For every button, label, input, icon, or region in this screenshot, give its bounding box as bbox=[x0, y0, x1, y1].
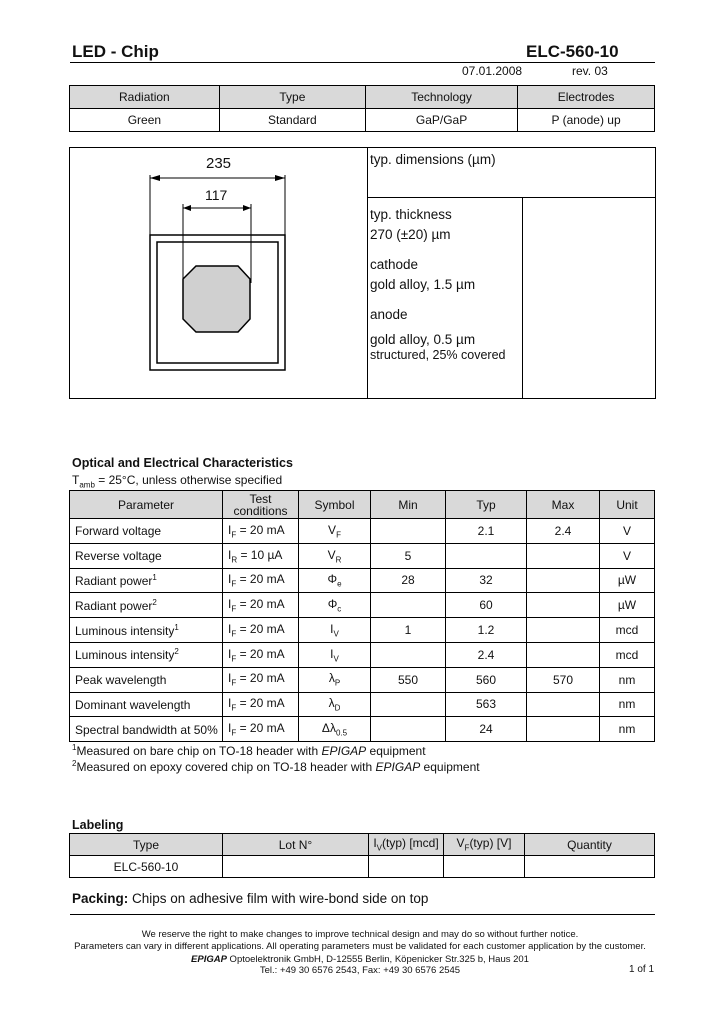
min-cell bbox=[371, 692, 446, 717]
chip-drawing bbox=[70, 148, 367, 398]
summary-header: Technology bbox=[366, 86, 518, 109]
summary-value: Green bbox=[70, 109, 220, 132]
min-cell bbox=[371, 593, 446, 618]
dim-outer-label: 235 bbox=[206, 155, 232, 172]
condition-cell: $I_F = 20$ mA bbox=[223, 618, 299, 643]
typ-cell: 32 bbox=[446, 568, 527, 593]
labeling-header: Type bbox=[70, 834, 223, 856]
max-cell bbox=[527, 593, 600, 618]
optical-header: Parameter bbox=[70, 491, 223, 519]
condition-cell: $I_F = 20$ mA bbox=[223, 642, 299, 667]
unit-cell: V bbox=[600, 519, 655, 544]
param-cell: Reverse voltage bbox=[70, 543, 223, 568]
min-cell: 28 bbox=[371, 568, 446, 593]
summary-header: Radiation bbox=[70, 86, 220, 109]
param-cell: Radiant power$^1$ bbox=[70, 568, 223, 593]
condition-cell: $I_F = 20$ mA bbox=[223, 593, 299, 618]
thickness-value: 270 (±20) µm bbox=[370, 227, 451, 242]
labeling-title: Labeling bbox=[72, 818, 124, 832]
cathode-label: cathode bbox=[370, 257, 419, 272]
unit-cell: nm bbox=[600, 717, 655, 742]
max-cell bbox=[527, 618, 600, 643]
param-cell: Peak wavelength bbox=[70, 667, 223, 692]
labeling-header: Lot N° bbox=[223, 834, 369, 856]
page-number: 1 of 1 bbox=[629, 964, 655, 975]
typ-cell: 560 bbox=[446, 667, 527, 692]
optical-row bbox=[70, 519, 655, 544]
footer-line-1: We reserve the right to make changes to improve technical design and may do so without further notice. bbox=[141, 929, 579, 940]
footnote-1: $^1$Measured on bare chip on TO-18 header with EPIGAP equipment bbox=[72, 743, 426, 758]
max-cell bbox=[527, 692, 600, 717]
max-cell bbox=[527, 543, 600, 568]
max-cell bbox=[527, 642, 600, 667]
max-cell bbox=[527, 568, 600, 593]
optical-header: Unit bbox=[600, 491, 655, 519]
optical-title: Optical and Electrical Characteristics bbox=[72, 456, 293, 470]
min-cell bbox=[371, 642, 446, 667]
packing: Packing: Chips on adhesive film with wire-bond side on top bbox=[72, 891, 429, 906]
symbol-cell: $V_F$ bbox=[299, 519, 371, 544]
labeling-iv[interactable] bbox=[369, 856, 444, 878]
summary-header: Type bbox=[219, 86, 365, 109]
param-cell: Luminous intensity$^1$ bbox=[70, 618, 223, 643]
unit-cell: µW bbox=[600, 593, 655, 618]
optical-row bbox=[70, 618, 655, 643]
optical-row bbox=[70, 568, 655, 593]
symbol-cell: $\lambda_D$ bbox=[299, 692, 371, 717]
labeling-header-iv: $I_V(typ)$ [mcd] bbox=[369, 834, 444, 856]
optical-header: Symbol bbox=[299, 491, 371, 519]
footer-line-4: Tel.: +49 30 6576 2543, Fax: +49 30 6576 2545 bbox=[259, 965, 461, 976]
labeling-header: Quantity bbox=[525, 834, 655, 856]
footer-rule bbox=[70, 914, 655, 915]
param-cell: Radiant power$^2$ bbox=[70, 593, 223, 618]
anode-label: anode bbox=[370, 307, 408, 322]
anode-pad bbox=[183, 266, 250, 332]
optical-row bbox=[70, 692, 655, 717]
typ-cell: 2.4 bbox=[446, 642, 527, 667]
min-cell: 1 bbox=[371, 618, 446, 643]
min-cell: 5 bbox=[371, 543, 446, 568]
optical-condition: $T_{amb} = 25^\circ C$, unless otherwise specified bbox=[72, 473, 283, 490]
optical-header: Typ bbox=[446, 491, 527, 519]
unit-cell: µW bbox=[600, 568, 655, 593]
typ-cell: 1.2 bbox=[446, 618, 527, 643]
min-cell: 550 bbox=[371, 667, 446, 692]
optical-table bbox=[69, 490, 655, 742]
typ-cell: 563 bbox=[446, 692, 527, 717]
min-cell bbox=[371, 717, 446, 742]
optical-header: Min bbox=[371, 491, 446, 519]
condition-cell: $I_F = 20$ mA bbox=[223, 519, 299, 544]
optical-header: Test conditions bbox=[223, 491, 299, 519]
unit-cell: mcd bbox=[600, 642, 655, 667]
condition-cell: $I_F = 20$ mA bbox=[223, 568, 299, 593]
max-cell: 570 bbox=[527, 667, 600, 692]
condition-cell: $I_F = 20$ mA bbox=[223, 717, 299, 742]
doc-revision: rev. 03 bbox=[572, 64, 608, 78]
condition-cell: $I_F = 20$ mA bbox=[223, 692, 299, 717]
symbol-cell: $V_R$ bbox=[299, 543, 371, 568]
summary-value: Standard bbox=[219, 109, 365, 132]
optical-row bbox=[70, 642, 655, 667]
min-cell bbox=[371, 519, 446, 544]
footnote-2: $^2$Measured on epoxy covered chip on TO-18 header with EPIGAP equipment bbox=[72, 759, 480, 774]
unit-cell: mcd bbox=[600, 618, 655, 643]
anode-note: structured, 25% covered bbox=[370, 348, 506, 362]
labeling-vf[interactable] bbox=[444, 856, 525, 878]
labeling-lot[interactable] bbox=[223, 856, 369, 878]
symbol-cell: $\Phi_e$ bbox=[299, 568, 371, 593]
symbol-cell: $I_V$ bbox=[299, 618, 371, 643]
summary-table bbox=[69, 85, 655, 132]
param-cell: Forward voltage bbox=[70, 519, 223, 544]
footer-line-3: EPIGAP Optoelektronik GmbH, D-12555 Berlin, Köpenicker Str.325 b, Haus 201 bbox=[191, 954, 529, 965]
dimensions-title: typ. dimensions (µm) bbox=[370, 152, 496, 167]
param-cell: Spectral bandwidth at 50% bbox=[70, 717, 223, 742]
unit-cell: nm bbox=[600, 692, 655, 717]
summary-value: P (anode) up bbox=[518, 109, 655, 132]
symbol-cell: $I_V$ bbox=[299, 642, 371, 667]
labeling-header-vf: $V_F(typ)$ [V] bbox=[444, 834, 525, 856]
footer-line-2: Parameters can vary in different applications. All operating parameters must be validated for each customer application by the customer. bbox=[74, 941, 646, 952]
param-cell: Dominant wavelength bbox=[70, 692, 223, 717]
optical-row bbox=[70, 667, 655, 692]
part-number: ELC-560-10 bbox=[526, 42, 619, 61]
max-cell: 2.4 bbox=[527, 519, 600, 544]
dim-inner-label: 117 bbox=[205, 187, 228, 203]
summary-value: GaP/GaP bbox=[366, 109, 518, 132]
labeling-quantity[interactable] bbox=[525, 856, 655, 878]
product-type: LED - Chip bbox=[72, 42, 159, 61]
summary-header: Electrodes bbox=[518, 86, 655, 109]
doc-date: 07.01.2008 bbox=[462, 64, 523, 78]
max-cell bbox=[527, 717, 600, 742]
param-cell: Luminous intensity$^2$ bbox=[70, 642, 223, 667]
symbol-cell: $\lambda_P$ bbox=[299, 667, 371, 692]
symbol-cell: $\Delta\lambda_{0.5}$ bbox=[299, 717, 371, 742]
thickness-label: typ. thickness bbox=[370, 207, 452, 222]
typ-cell: 60 bbox=[446, 593, 527, 618]
optical-header: Max bbox=[527, 491, 600, 519]
optical-row bbox=[70, 717, 655, 742]
condition-cell: $I_F = 20$ mA bbox=[223, 667, 299, 692]
unit-cell: V bbox=[600, 543, 655, 568]
typ-cell: 24 bbox=[446, 717, 527, 742]
dimensions-box bbox=[69, 147, 656, 399]
typ-cell bbox=[446, 543, 527, 568]
symbol-cell: $\Phi_c$ bbox=[299, 593, 371, 618]
header-rule bbox=[70, 62, 655, 63]
typ-cell: 2.1 bbox=[446, 519, 527, 544]
cathode-value: gold alloy, 1.5 µm bbox=[370, 277, 476, 292]
optical-row bbox=[70, 543, 655, 568]
unit-cell: nm bbox=[600, 667, 655, 692]
optical-row bbox=[70, 593, 655, 618]
condition-cell: $I_R = 10$ µA bbox=[223, 543, 299, 568]
labeling-table bbox=[69, 833, 655, 878]
labeling-type: ELC-560-10 bbox=[70, 856, 223, 878]
anode-value: gold alloy, 0.5 µm bbox=[370, 332, 476, 347]
